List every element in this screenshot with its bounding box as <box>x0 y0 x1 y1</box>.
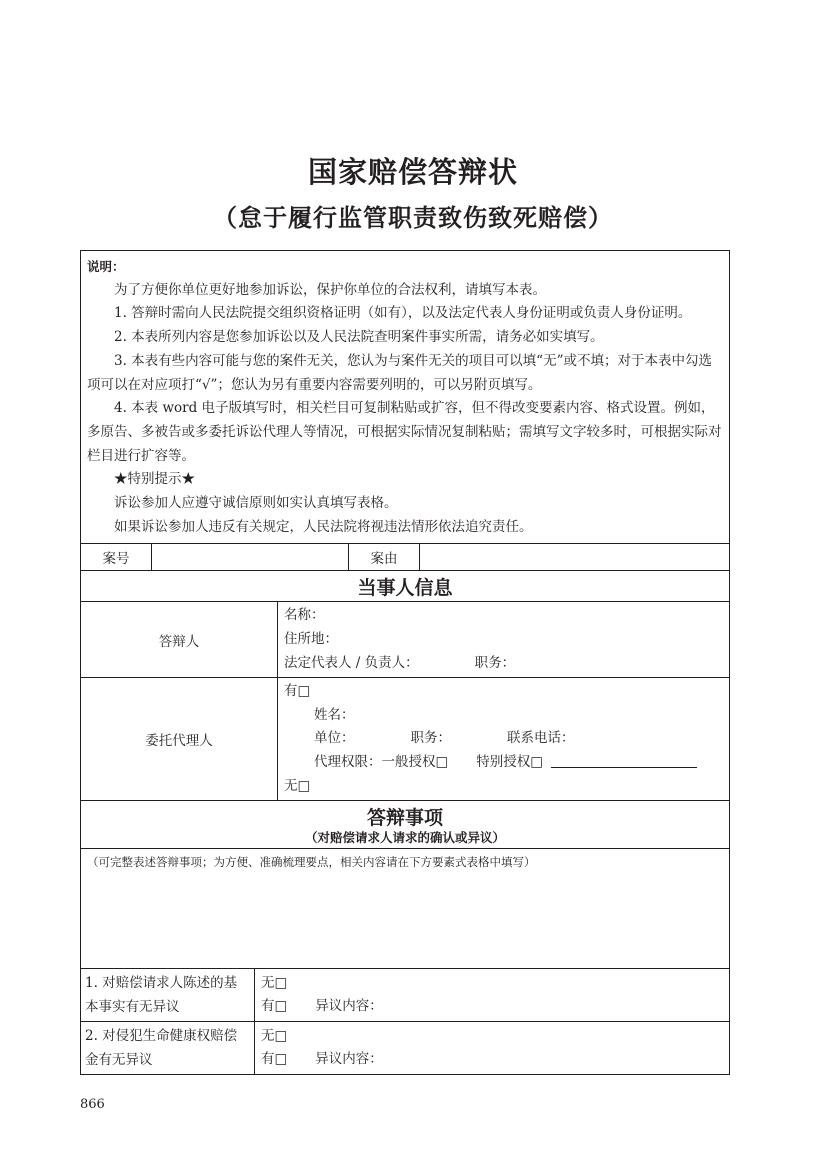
defense-matters-heading-cell <box>81 801 730 849</box>
defense-free-text-area[interactable] <box>81 849 730 969</box>
special-authority-blank[interactable] <box>551 753 697 768</box>
answer-1-has-line <box>261 995 723 1019</box>
legal-rep-label: 法定代表人 / 负责人： <box>284 654 419 671</box>
case-number-field[interactable] <box>152 544 349 571</box>
respondent-label: 答辩人 <box>81 602 278 678</box>
answer-1-none-checkbox[interactable]: 无□ <box>261 974 288 991</box>
answer-2-objection-label: 异议内容： <box>315 1051 383 1068</box>
question-1-line-1: 1. 对赔偿请求人陈述的基 <box>85 975 238 992</box>
answer-1-objection-label: 异议内容： <box>315 998 383 1015</box>
special-notice-line-2: 如果诉讼参加人违反有关规定，人民法院将视违法情形依法追究责任。 <box>114 518 533 535</box>
legal-rep-position-label: 职务： <box>474 654 516 671</box>
instructions-heading: 说明： <box>87 259 125 274</box>
instruction-item-4: 4. 本表 word 电子版填写时，相关栏目可复制粘贴或扩容，但不得改变要素内容、格式设置。例如，多原告、多被告或多委托诉讼代理人等情况，可根据实际情况复制粘贴；需填写文字较多时，可根据实际对栏目进行扩容等。 <box>87 400 722 464</box>
instruction-item-2: 2. 本表所列内容是您参加诉讼以及人民法院查明案件事实所需，请务必如实填写。 <box>114 329 604 346</box>
special-authority-checkbox[interactable]: 特别授权□ <box>476 754 544 771</box>
agent-none-checkbox[interactable]: 无□ <box>284 777 311 794</box>
agent-position-label: 职务： <box>410 730 451 747</box>
answer-2-has-line <box>261 1048 723 1072</box>
defense-matters-heading: 答辩事项 <box>366 807 443 830</box>
general-authority-checkbox[interactable]: 代理权限：一般授权□ <box>314 754 449 771</box>
answer-1-has-checkbox[interactable]: 有□ <box>261 998 288 1015</box>
agent-name-line: 姓名： <box>314 706 355 723</box>
respondent-address-line: 住所地： <box>284 631 338 648</box>
agent-unit-label: 单位： <box>314 730 355 747</box>
answer-2-none-checkbox[interactable]: 无□ <box>261 1027 288 1044</box>
special-notice-line-1: 诉讼参加人应遵守诚信原则如实认真填写表格。 <box>114 495 398 512</box>
agent-authority-line <box>284 751 723 775</box>
special-notice-title: ★特别提示★ <box>114 471 195 488</box>
party-info-heading: 当事人信息 <box>81 571 730 602</box>
respondent-info-cell[interactable] <box>278 602 730 678</box>
defense-matters-subheading: （对赔偿请求人请求的确认或异议） <box>304 830 505 846</box>
agent-label: 委托代理人 <box>81 678 278 801</box>
agent-has-checkbox[interactable]: 有□ <box>284 683 311 700</box>
instruction-item-1: 1. 答辩时需向人民法院提交组织资格证明（如有），以及法定代表人身份证明或负责人身份证明。 <box>114 305 692 322</box>
question-2-line-1: 2. 对侵犯生命健康权赔偿 <box>85 1028 238 1045</box>
agent-phone-label: 联系电话： <box>507 730 575 747</box>
respondent-name-line: 名称： <box>284 607 325 624</box>
case-number-label: 案号 <box>81 544 152 571</box>
document-title: 国家赔偿答辩状 <box>307 155 518 189</box>
question-2-line-2: 金有无异议 <box>85 1052 153 1069</box>
instructions-intro: 为了方便你单位更好地参加诉讼，保护你单位的合法权利，请填写本表。 <box>114 281 546 298</box>
case-cause-label: 案由 <box>349 544 420 571</box>
page-number: 866 <box>80 1097 105 1112</box>
question-2-cell <box>81 1022 255 1075</box>
agent-info-cell[interactable] <box>278 678 730 801</box>
respondent-legal-rep-line <box>284 652 723 676</box>
defense-form-table <box>80 250 730 1075</box>
answer-1-cell[interactable] <box>255 969 730 1022</box>
answer-2-has-checkbox[interactable]: 有□ <box>261 1051 288 1068</box>
agent-unit-line <box>284 727 723 751</box>
document-subtitle: （怠于履行监管职责致伤致死赔偿） <box>213 204 613 232</box>
question-1-cell <box>81 969 255 1022</box>
case-cause-field[interactable] <box>420 544 730 571</box>
question-1-line-2: 本事实有无异议 <box>85 999 180 1016</box>
defense-hint-text: （可完整表述答辩事项；为方便、准确梳理要点，相关内容请在下方要素式表格中填写） <box>87 855 536 870</box>
answer-2-cell[interactable] <box>255 1022 730 1075</box>
instructions-cell <box>81 251 730 544</box>
instruction-item-3: 3. 本表有些内容可能与您的案件无关，您认为与案件无关的项目可以填“无”或不填；对于本表中勾选项可以在对应项打“√”；您认为另有重要内容需要列明的，可以另附页填写。 <box>87 352 712 393</box>
